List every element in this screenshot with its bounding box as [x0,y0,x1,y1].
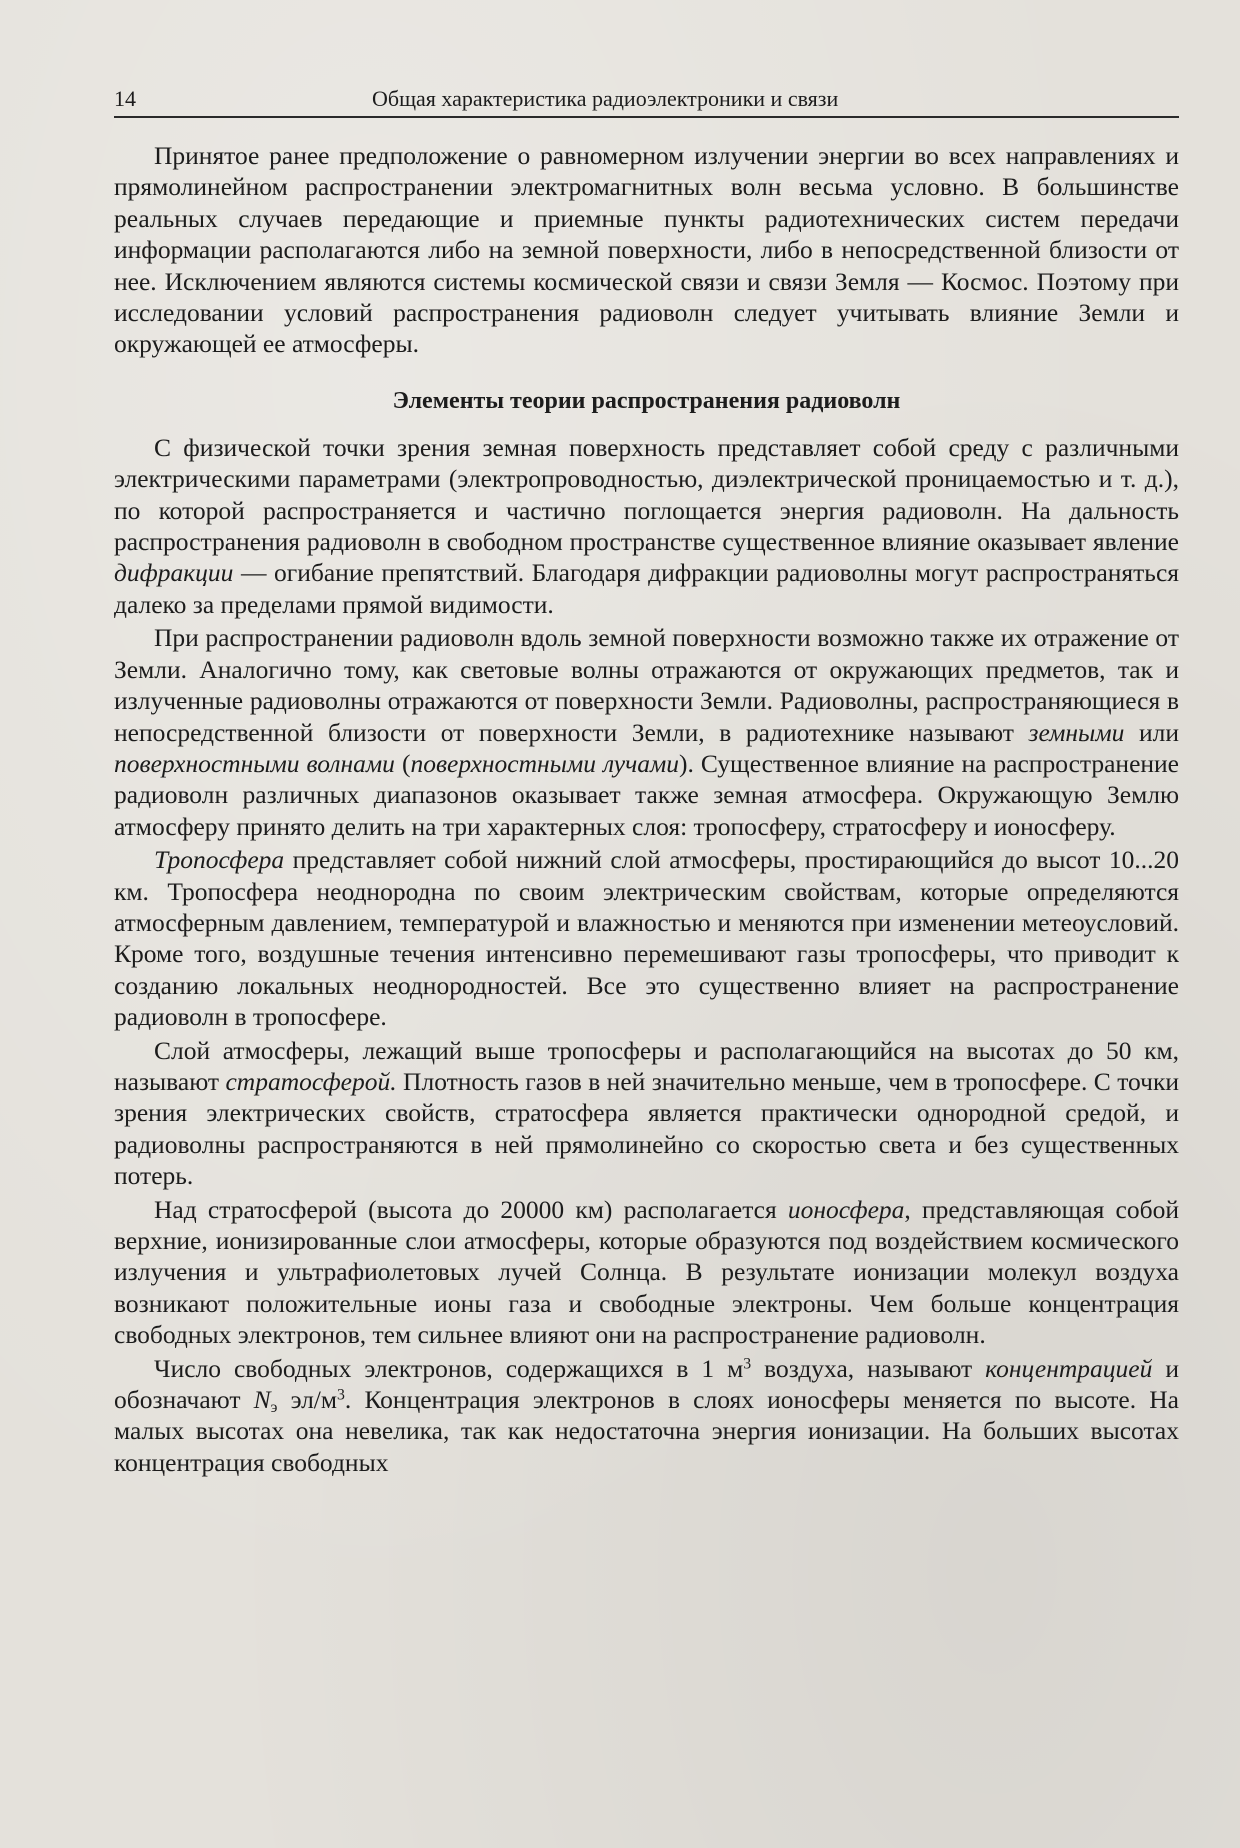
term-ionosphere: ионосфера [787,1194,905,1224]
p5-a: Над стратосферой (высота до 20000 км) располагается [154,1194,788,1224]
p2-a: При распространении радиоволн вдоль земной поверхности возможно также их отражение от Земли. Аналогично тому, как световые волны отражаются от окружающих предметов, так и излученные радиоволны отражаются от поверхности Земли. Радиоволны, распространяющиеся в непосредственной близости от поверхности Земли, в радиотехнике называют [114,623,1179,747]
p3-text: представляет собой нижний слой атмосферы, простирающийся до высот 10...20 км. Тропосфера неоднородна по своим электрическим свойствам, которые определяются атмосферным давлением, температурой и влажностью и меняются при изменении метеоусловий. Кроме того, воздушные течения интенсивно перемешивают газы тропосферы, что приводит к созданию локальных неоднородностей. Все это существенно влияет на распространение радиоволн в тропосфере. [114,845,1179,1032]
term-concentration: концентрацией [985,1353,1153,1383]
running-title: Общая характеристика радиоэлектроники и связи [372,86,839,111]
p2-d: ). Существенное влияние на распространение радиоволн различных диапазонов оказывает также земная атмосфера. Окружающую Землю атмосферу принято делить на три характерных слоя: тропосферу, стратосферу и ионосферу. [114,748,1180,841]
symbol-n: N [253,1385,271,1415]
p6-b: воздуха, называют [751,1353,986,1383]
p2-c: ( [394,748,411,778]
term-surface-waves: поверхностными волнами [114,748,395,778]
body-text [114,140,1179,1478]
p6-d: эл/м [277,1385,338,1415]
intro-text: Принятое ранее предположение о равномерном излучении энергии во всех направлениях и прямолинейном распространении электромагнитных волн весьма условно. В большинстве реальных случаев передающие и приемные пункты радиотехнических систем передачи информации располагаются либо на земной поверхности, либо в непосредственной близости от нее. Исключением являются системы космической связи и связи Земля — Космос. Поэтому при исследовании условий распространения радиоволн следует учитывать влияние Земли и окружающей ее атмосферы. [114,141,1179,359]
p6-a: Число свободных электронов, содержащихся в 1 м [154,1353,744,1383]
paragraph-ionosphere [114,1194,1179,1351]
p1-text: С физической точки зрения земная поверхность представляет собой среду с различными электрическими параметрами (электропроводностью, диэлектрической проницаемостью и т. д.), по которой распространяется и частично поглощается энергия радиоволн. На дальность распространения радиоволн в свободном пространстве существенное влияние оказывает явление [114,432,1179,557]
page-header [114,84,1179,118]
paragraph-stratosphere [114,1035,1179,1192]
term-troposphere: Тропосфера [154,845,285,875]
paragraph-earth-surface [114,432,1179,620]
superscript-cubic-2: 3 [337,1386,345,1404]
paragraph-reflection [114,622,1179,842]
p1-tail: — огибание препятствий. Благодаря дифракции радиоволны могут распространяться далеко за пределами прямой видимости. [114,558,1179,619]
intro-paragraph [114,140,1179,360]
p5-b: , представляющая собой верхние, ионизированные слои атмосферы, которые образуются под воздействием космического излучения и ультрафиолетовых лучей Солнца. В результате ионизации молекул воздуха возникают положительные ионы газа и свободные электроны. Чем больше концентрация свободных электронов, тем сильнее влияют они на распространение радиоволн. [114,1194,1179,1350]
p4-b: Плотность газов в ней значительно меньше, чем в тропосфере. С точки зрения электрических свойств, стратосфера является практически однородной средой, и радиоволны распространяются в ней прямолинейно со скоростью света и без существенных потерь. [114,1066,1179,1191]
p2-b: или [1124,717,1179,747]
p6-c: и обозначают [114,1353,1179,1415]
term-stratosphere: стратосферой. [225,1066,397,1096]
section-title: Элементы теории распространения радиоволн [392,387,901,414]
term-diffraction: дифракции [114,558,234,588]
p4-a: Слой атмосферы, лежащий выше тропосферы и располагающийся на высотах до 50 км, называют [114,1035,1179,1096]
p6-e: . Концентрация электронов в слоях ионосферы меняется по высоте. На малых высотах она невелика, так как недостаточна энергия ионизации. На больших высотах концентрация свободных [114,1385,1179,1477]
paragraph-electron-concentration [114,1353,1179,1479]
term-ground-waves: земными [1028,717,1125,747]
paragraph-troposphere [114,844,1179,1032]
page-number: 14 [114,86,136,111]
subscript-e: э [270,1398,278,1416]
superscript-cubic-1: 3 [743,1354,752,1372]
term-surface-rays: поверхностными лучами [410,748,680,778]
